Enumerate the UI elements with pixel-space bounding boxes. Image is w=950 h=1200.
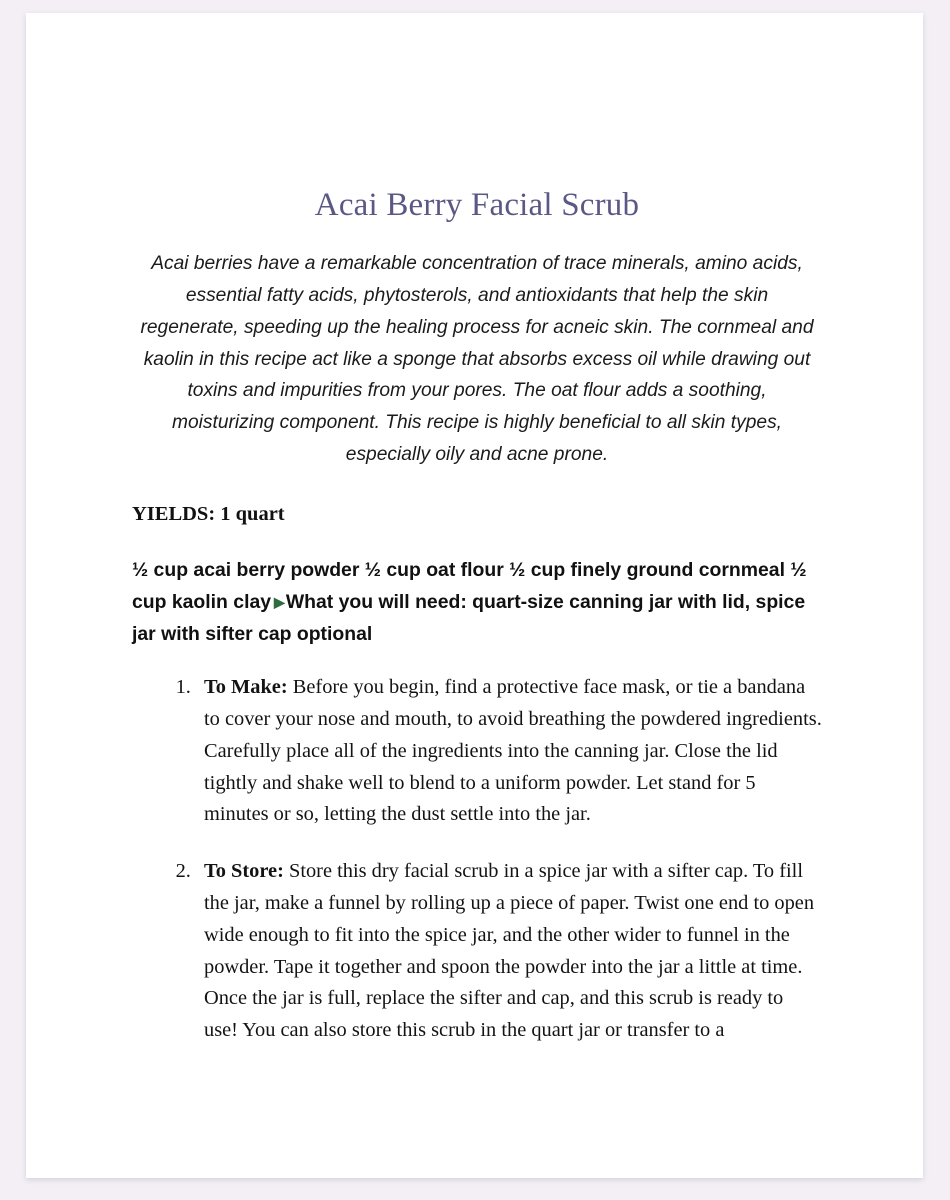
- triangle-bullet-icon: ▶: [274, 593, 285, 610]
- step-lead-label: To Store:: [204, 860, 284, 883]
- step-body-text: Before you begin, find a protective face mask, or tie a bandana to cover your nose and mouth, to avoid breathing the powdered ingredients. Carefully place all of the ingredients into the canning jar. Close the lid tightly and shake well to blend to a uniform powder. Let stand for 5 minutes or so, letting the dust settle into the jar.: [204, 676, 822, 826]
- list-item: [196, 672, 822, 831]
- page-title: Acai Berry Facial Scrub: [314, 187, 640, 223]
- document-page: [26, 13, 923, 1178]
- step-lead-label: To Make:: [204, 676, 288, 699]
- yields-label: YIELDS: 1 quart: [132, 502, 285, 525]
- list-item: [196, 856, 822, 1047]
- document-content: [132, 185, 822, 1047]
- step-body-text: Store this dry facial scrub in a spice jar with a sifter cap. To fill the jar, make a funnel by rolling up a piece of paper. Twist one end to open wide enough to fit into the spice jar, and the other wider to funnel in the powder. Tape it together and spoon the powder into the jar a little at time. Once the jar is full, replace the sifter and cap, and this scrub is ready to use! You can also store this scrub in the quart jar or transfer to a: [204, 860, 815, 1042]
- supplies-needed-text: What you will need: quart-size canning jar with lid, spice jar with sifter cap optional: [132, 591, 806, 645]
- instructions-list: [132, 672, 822, 1047]
- ingredients-block: [132, 555, 822, 650]
- ingredients-list-text: ½ cup acai berry powder ½ cup oat flour ½ cup finely ground cornmeal ½ cup kaolin clay: [132, 559, 807, 614]
- intro-paragraph: Acai berries have a remarkable concentration of trace minerals, amino acids, essential fatty acids, phytosterols, and antioxidants that help the skin regenerate, speeding up the healing process for acneic skin. The cornmeal and kaolin in this recipe act like a sponge that absorbs excess oil while drawing out toxins and impurities from your pores. The oat flour adds a soothing, moisturizing component. This recipe is highly beneficial to all skin types, especially oily and acne prone.: [140, 253, 814, 466]
